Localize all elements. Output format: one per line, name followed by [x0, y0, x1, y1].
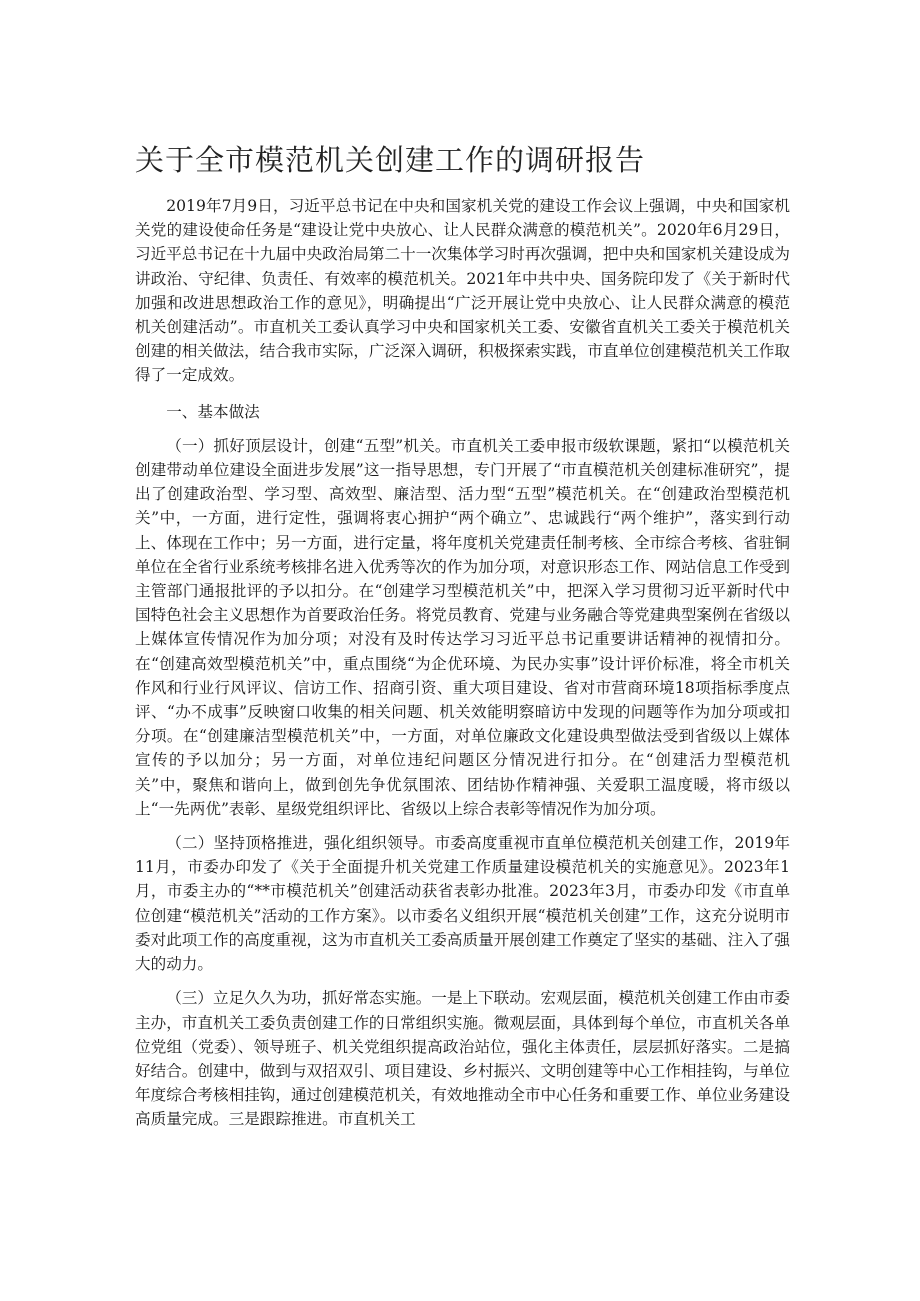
paragraph-organizational-leadership: （二）坚持顶格推进，强化组织领导。市委高度重视市直单位模范机关创建工作，2019年11月，市委办印发了《关于全面提升机关党建工作质量建设模范机关的实施意见》。2023年1月，市委主办的“**市模范机关”创建活动获省表彰办批准。2023年3月，市委办印发《市直单位创建“模范机关”活动的工作方案》。以市委名义组织开展“模范机关创建”工作，这充分说明市委对此项工作的高度重视，这为市直机关工委高质量开展创建工作奠定了坚实的基础、注入了强大的动力。	[135, 834, 790, 974]
paragraph-top-level-design: （一）抓好顶层设计，创建“五型”机关。市直机关工委申报市级软课题，紧扣“以模范机关创建带动单位建设全面进步发展”这一指导思想，专门开展了“市直模范机关创建标准研究”，提出了创建政治型、学习型、高效型、廉洁型、活力型“五型”模范机关。在“创建政治型模范机关”中，一方面，进行定性，强调将衷心拥护“两个确立”、忠诚践行“两个维护”，落实到行动上、体现在工作中；另一方面，进行定量，将年度机关党建责任制考核、全市综合考核、省驻铜单位在全省行业系统考核排名进入优秀等次的作为加分项，对意识形态工作、网站信息工作受到主管部门通报批评的予以扣分。在“创建学习型模范机关”中，把深入学习贯彻习近平新时代中国特色社会主义思想作为首要政治任务。将党员教育、党建与业务融合等党建典型案例在省级以上媒体宣传情况作为加分项；对没有及时传达学习习近平总书记重要讲话精神的视情扣分。在“创建高效型模范机关”中，重点围绕“为企优环境、为民办实事”设计评价标准，将全市机关作风和行业行风评议、信访工作、招商引资、重大项目建设、省对市营商环境18项指标季度点评、“办不成事”反映窗口收集的相关问题、机关效能明察暗访中发现的问题等作为加分项或扣分项。在“创建廉洁型模范机关”中，一方面，对单位廉政文化建设典型做法受到省级以上媒体宣传的予以加分；另一方面，对单位违纪问题区分情况进行扣分。在“创建活力型模范机关”中，聚焦和谐向上，做到创先争优氛围浓、团结协作精神强、关爱职工温度暖，将市级以上“一先两优”表彰、星级党组织评比、省级以上综合表彰等情况作为加分项。	[135, 436, 790, 818]
document-title: 关于全市模范机关创建工作的调研报告	[135, 143, 646, 177]
section-heading-basic-practices: 一、基本做法	[166, 402, 260, 421]
paragraph-regular-implementation: （三）立足久久为功，抓好常态实施。一是上下联动。宏观层面，模范机关创建工作由市委主办，市直机关工委负责创建工作的日常组织实施。微观层面，具体到每个单位，市直机关各单位党组（党委）、领导班子、机关党组织提高政治站位，强化主体责任，层层抓好落实。二是搞好结合。创建中，做到与双招双引、项目建设、乡村振兴、文明创建等中心工作相挂钩，与单位年度综合考核相挂钩，通过创建模范机关，有效地推动全市中心任务和重要工作、单位业务建设高质量完成。三是跟踪推进。市直机关工	[135, 989, 790, 1129]
document-page	[135, 140, 790, 1132]
intro-paragraph: 2019年7月9日，习近平总书记在中央和国家机关党的建设工作会议上强调，中央和国家机关党的建设使命任务是“建设让党中央放心、让人民群众满意的模范机关”。2020年6月29日，习近平总书记在十九届中央政治局第二十一次集体学习时再次强调，把中央和国家机关建设成为讲政治、守纪律、负责任、有效率的模范机关。2021年中共中央、国务院印发了《关于新时代加强和改进思想政治工作的意见》，明确提出“广泛开展让党中央放心、让人民群众满意的模范机关创建活动”。市直机关工委认真学习中央和国家机关工委、安徽省直机关工委关于模范机关创建的相关做法，结合我市实际，广泛深入调研，积极探索实践，市直单位创建模范机关工作取得了一定成效。	[135, 197, 790, 385]
